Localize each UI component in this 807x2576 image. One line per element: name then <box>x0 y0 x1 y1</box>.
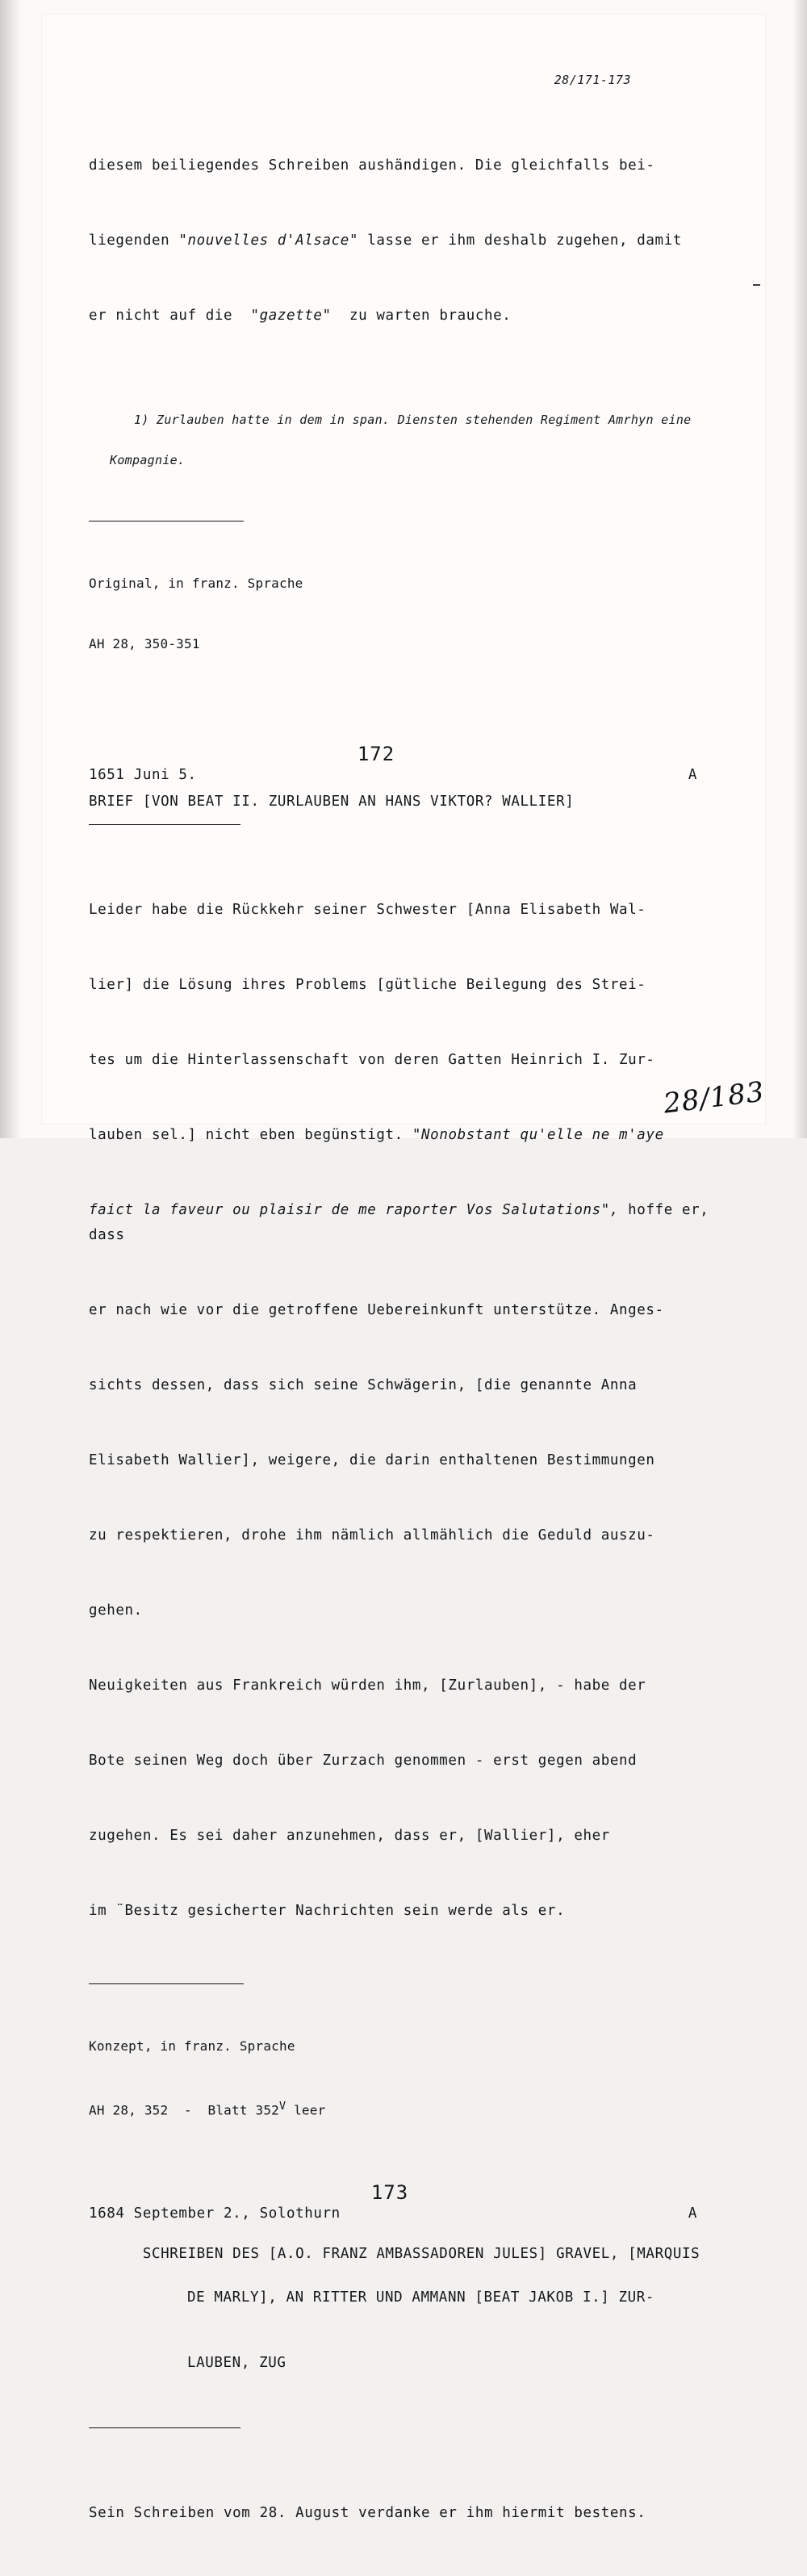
source-1-line-2: AH 28, 350-351 <box>89 636 200 651</box>
entry-173-title-line-1: SCHREIBEN DES [A.O. FRANZ AMBASSADOREN JULES] GRAVEL, [MARQUIS <box>142 2246 700 2263</box>
source-2-line-1: Konzept, in franz. Sprache <box>89 2038 295 2054</box>
divider-rule-4 <box>89 2427 240 2428</box>
entry-172-mark: A <box>688 767 697 783</box>
entry-172-body <box>89 848 726 1974</box>
body-line-9: zu respektieren, drohe ihm nämlich allmählich die Geduld auszu- <box>89 1527 655 1544</box>
footnote-block <box>89 390 726 511</box>
entry-172-dateline <box>89 767 726 783</box>
entry-173-title <box>89 2222 726 2418</box>
body-line-6: er nach wie vor die getroffene Uebereinkunft unterstütze. Anges- <box>89 1302 664 1318</box>
divider-rule-2 <box>89 824 240 825</box>
source-block-1 <box>89 533 726 694</box>
document-content <box>89 73 726 2576</box>
quoted-nouvelles: "nouvelles d'Alsace" <box>178 232 359 249</box>
quote-french-part-1: "Nonobstant qu'elle ne m'aye <box>412 1127 664 1143</box>
body-line-14: im ¨Besitz gesicherter Nachrichten sein werde als er. <box>89 1903 566 1919</box>
body-line-8: Elisabeth Wallier], weigere, die darin enthaltenen Bestimmungen <box>89 1452 655 1468</box>
intro-line-2: liegenden "nouvelles d'Alsace" lasse er ihm deshalb zugehen, damit <box>89 232 682 249</box>
body-line-13: zugehen. Es sei daher anzunehmen, dass er, [Wallier], eher <box>89 1828 610 1844</box>
scan-tick-mark <box>753 284 760 286</box>
entry-173-body-line-1: Sein Schreiben vom 28. August verdanke er ihm hiermit bestens. <box>89 2505 646 2522</box>
source-block-2 <box>89 1996 726 2160</box>
divider-rule-3 <box>89 1983 244 1984</box>
entry-172-title: BRIEF [VON BEAT II. ZURLAUBEN AN HANS VIKTOR? WALLIER] <box>89 794 575 810</box>
source-1-line-1: Original, in franz. Sprache <box>89 576 303 591</box>
footnote-line-2: Kompagnie. <box>110 453 186 467</box>
intro-line-1: diesem beiliegendes Schreiben aushändigen. Die gleichfalls bei- <box>89 157 655 174</box>
entry-173-body <box>89 2451 726 2576</box>
entry-173-mark: A <box>688 2205 697 2222</box>
intro-line-3: er nicht auf die "gazette" zu warten brauche. <box>89 308 512 324</box>
source-2-line-2: AH 28, 352 - Blatt $352^V$ leer <box>89 2101 326 2118</box>
footnote-line-1: 1) Zurlauben hatte in dem in span. Diensten stehenden Regiment Amrhyn eine <box>134 413 692 427</box>
entry-173-dateline <box>89 2205 726 2222</box>
handwritten-archive-mark: 28/183 <box>662 1075 767 1120</box>
folio-verso-superscript: V <box>279 2101 286 2113</box>
quoted-gazette: "gazette" <box>250 308 332 324</box>
body-line-11: Neuigkeiten aus Frankreich würden ihm, [Zurlauben], - habe der <box>89 1678 646 1694</box>
entry-173-title-line-3: LAUBEN, ZUG <box>187 2355 286 2372</box>
intro-paragraph <box>89 103 726 379</box>
body-line-7: sichts dessen, dass sich seine Schwägerin, [die genannte Anna <box>89 1377 638 1393</box>
body-line-2: lier] die Lösung ihres Problems [gütliche Beilegung des Strei- <box>89 977 646 993</box>
folio-number: 28/171-173 <box>554 73 631 87</box>
body-line-1: Leider habe die Rückkehr seiner Schwester [Anna Elisabeth Wal- <box>89 902 646 918</box>
body-line-10: gehen. <box>89 1602 143 1619</box>
entry-173-date: 1684 September 2., Solothurn <box>89 2205 341 2222</box>
entry-172-date: 1651 Juni 5. <box>89 767 197 783</box>
entry-173-title-line-2: DE MARLY], AN RITTER UND AMMANN [BEAT JAKOB I.] ZUR- <box>187 2289 655 2306</box>
body-line-4: lauben sel.] nicht eben begünstigt. "Nonobstant qu'elle ne m'aye <box>89 1127 664 1143</box>
body-line-3: tes um die Hinterlassenschaft von deren Gatten Heinrich I. Zur- <box>89 1052 655 1068</box>
body-line-12: Bote seinen Weg doch über Zurzach genommen - erst gegen abend <box>89 1753 638 1769</box>
entry-number-173: 173 <box>370 2181 409 2205</box>
body-line-5: faict la faveur ou plaisir de me raporter Vos Salutations", hoffe er, dass <box>89 1202 718 1243</box>
entry-number-172: 172 <box>357 743 395 765</box>
quote-french-part-2: faict la faveur ou plaisir de me raporter Vos Salutations", <box>89 1202 620 1218</box>
